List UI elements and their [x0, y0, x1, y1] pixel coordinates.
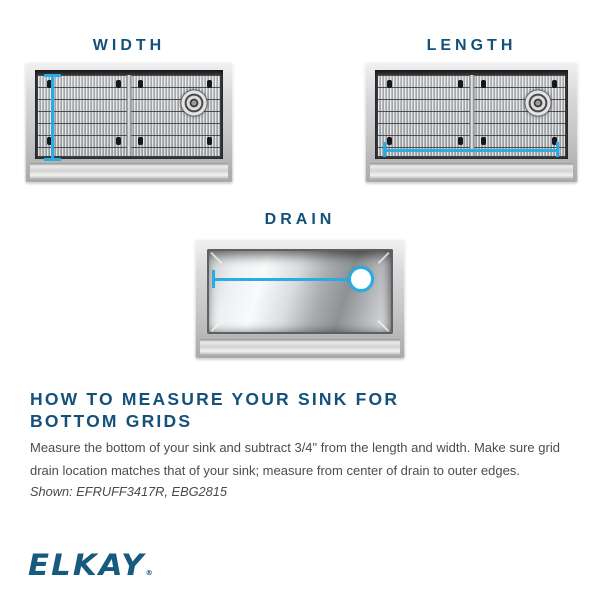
instructions-text	[30, 436, 560, 482]
length-measure-cap-left	[383, 142, 386, 157]
sink-bowl	[35, 70, 223, 159]
instructions-line1: Measure the bottom of your sink and subtract 3/4" from the length and width. Make sure grid	[30, 440, 560, 455]
elkay-logo	[28, 548, 153, 582]
length-measure-line	[384, 149, 557, 152]
drain-icon	[180, 89, 207, 116]
drain-measure-cap	[212, 270, 215, 288]
grid-foot	[207, 137, 212, 145]
corner-weld	[378, 319, 390, 331]
length-sink-image	[365, 62, 578, 183]
drain-icon	[525, 89, 552, 116]
sink-bowl	[207, 249, 393, 334]
page-title-line2: BOTTOM GRIDS	[30, 410, 193, 431]
length-figure-label: LENGTH	[426, 37, 517, 54]
corner-weld	[211, 319, 223, 331]
grid-foot	[387, 80, 392, 88]
width-sink-image	[25, 62, 233, 183]
grid-divider	[127, 75, 132, 156]
grid-foot	[207, 80, 212, 88]
sink-bowl	[375, 70, 568, 159]
registered-trademark-icon: ®	[145, 569, 153, 577]
drain-measure-line	[213, 278, 349, 281]
drain-figure-label: DRAIN	[264, 211, 336, 228]
grid-foot	[116, 80, 121, 88]
sink-apron	[200, 339, 400, 356]
corner-weld	[211, 252, 223, 264]
sink-apron	[30, 163, 228, 180]
drain-location-marker	[348, 266, 374, 292]
width-figure-label: WIDTH	[92, 37, 166, 54]
grid-foot	[481, 137, 486, 145]
grid-foot	[552, 80, 557, 88]
elkay-logo-text: ELKAY	[28, 548, 146, 582]
drain-sink-image	[195, 239, 405, 359]
grid-foot	[138, 137, 143, 145]
grid-foot	[138, 80, 143, 88]
grid-divider	[469, 75, 474, 156]
width-measure-line	[51, 75, 54, 160]
grid-foot	[481, 80, 486, 88]
grid-foot	[458, 137, 463, 145]
shown-models-caption: Shown: EFRUFF3417R, EBG2815	[30, 484, 228, 499]
grid-foot	[387, 137, 392, 145]
page-title	[30, 389, 399, 432]
sink-apron	[370, 163, 573, 180]
grid-foot	[458, 80, 463, 88]
width-measure-cap-bottom	[44, 158, 61, 161]
grid-foot	[116, 137, 121, 145]
length-measure-cap-right	[556, 142, 559, 157]
width-measure-cap-top	[44, 74, 61, 77]
corner-weld	[378, 252, 390, 264]
page-title-line1: HOW TO MEASURE YOUR SINK FOR	[30, 389, 400, 409]
instructions-line2: drain location matches that of your sink; measure from center of drain to outer edges.	[30, 463, 520, 478]
